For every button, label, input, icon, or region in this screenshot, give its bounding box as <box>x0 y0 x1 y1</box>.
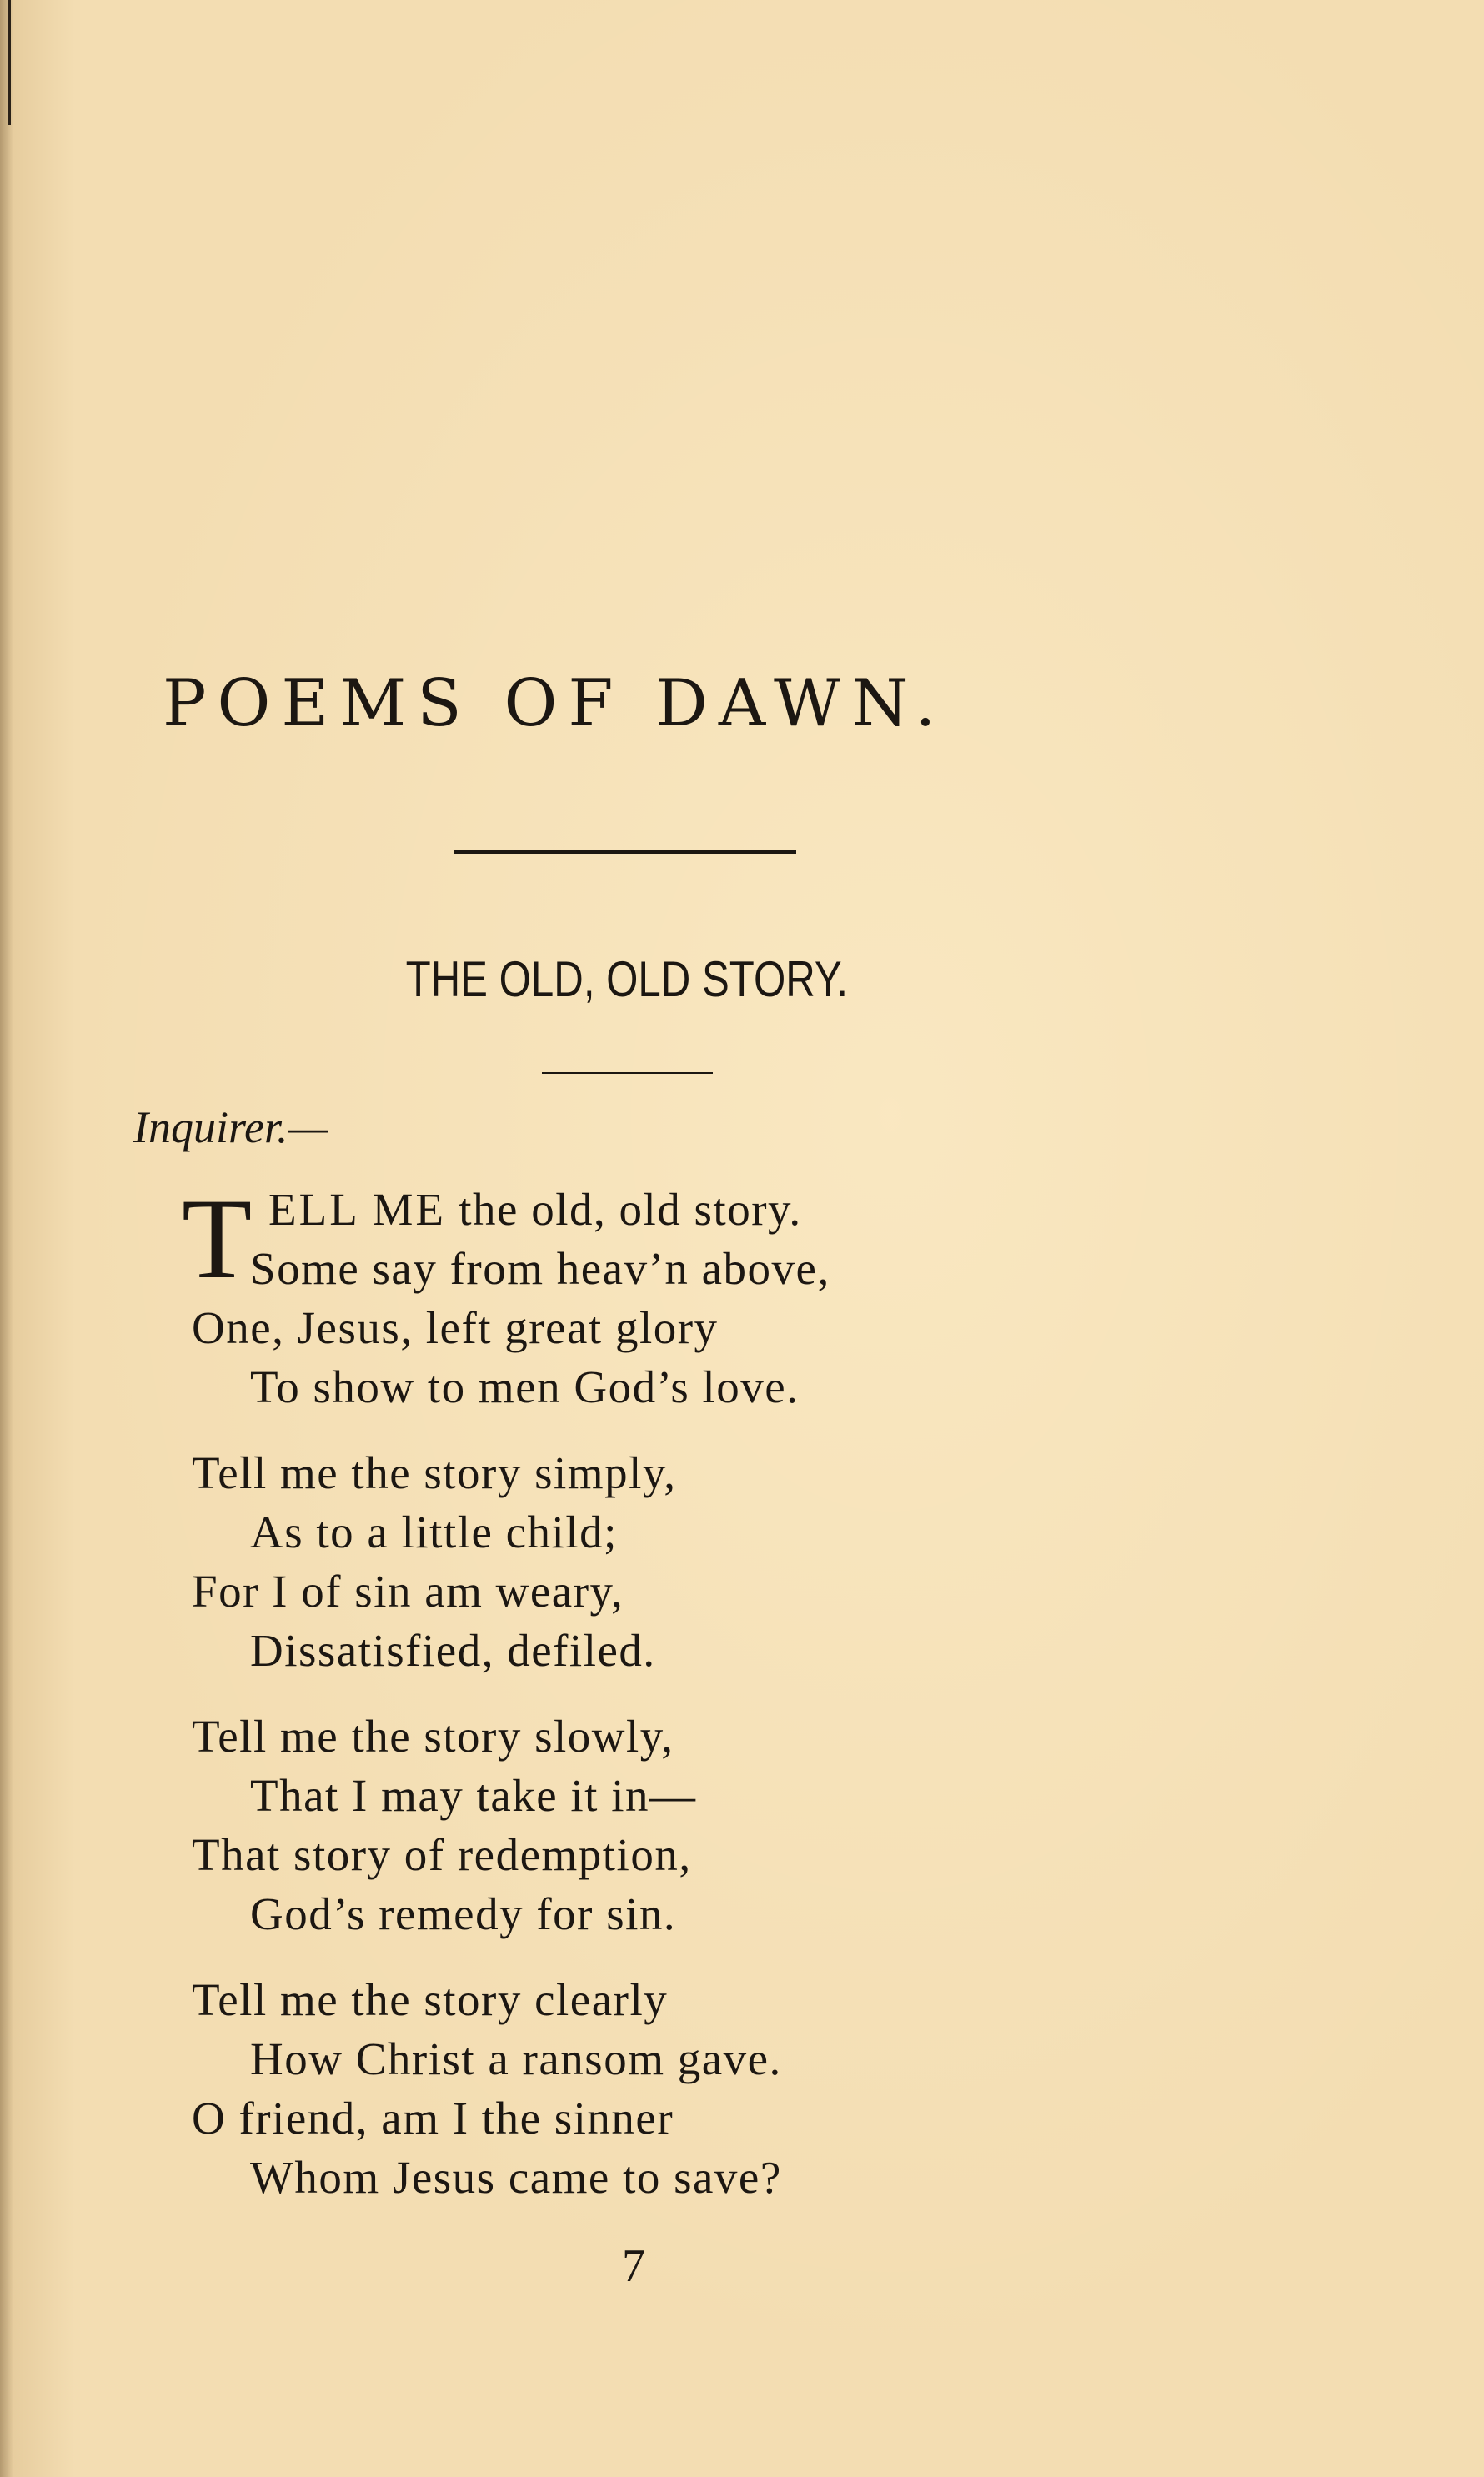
first-line-caps: ELL ME <box>268 1184 446 1235</box>
poem-line: One, Jesus, left great glory <box>192 1302 719 1353</box>
poem-line: Dissatisfied, defiled. <box>250 1625 656 1676</box>
poem-line: To show to men God’s love. <box>250 1361 800 1412</box>
poem-line: God’s remedy for sin. <box>250 1888 677 1939</box>
page-gutter-shadow <box>0 0 13 2477</box>
poem-line: As to a little child; <box>250 1507 618 1557</box>
speaker-label: Inquirer.— <box>133 1102 328 1152</box>
poem-line: Tell me the story clearly <box>192 1974 669 2025</box>
poem-line: Some say from heav’n above, <box>250 1243 830 1294</box>
page-edge-mark <box>8 0 11 125</box>
poem-line: For I of sin am weary, <box>192 1566 624 1617</box>
page-number: 7 <box>622 2240 645 2292</box>
poem-line: Whom Jesus came to save? <box>250 2152 782 2203</box>
poem-line: How Christ a ransom gave. <box>250 2033 782 2084</box>
title-divider-rule <box>454 850 796 854</box>
stanza-2 <box>192 1443 1109 1680</box>
poem-title: THE OLD, OLD STORY. <box>405 951 849 1007</box>
poem-line: O friend, am I the sinner <box>192 2093 674 2144</box>
poem-line: That I may take it in— <box>250 1770 697 1821</box>
drop-cap: T <box>182 1175 253 1302</box>
poem-title-rule <box>542 1072 713 1074</box>
poem-body <box>182 1175 1109 2234</box>
stanza-1 <box>182 1175 1109 1417</box>
stanza-4 <box>192 1970 1109 2207</box>
stanza-3 <box>192 1707 1109 1943</box>
poem-line: Tell me the story slowly, <box>192 1711 674 1762</box>
first-line-rest: the old, old story. <box>446 1184 802 1235</box>
poem-line: That story of redemption, <box>192 1829 692 1880</box>
poem-line: Tell me the story simply, <box>192 1447 677 1498</box>
book-title: POEMS OF DAWN. <box>163 666 947 741</box>
